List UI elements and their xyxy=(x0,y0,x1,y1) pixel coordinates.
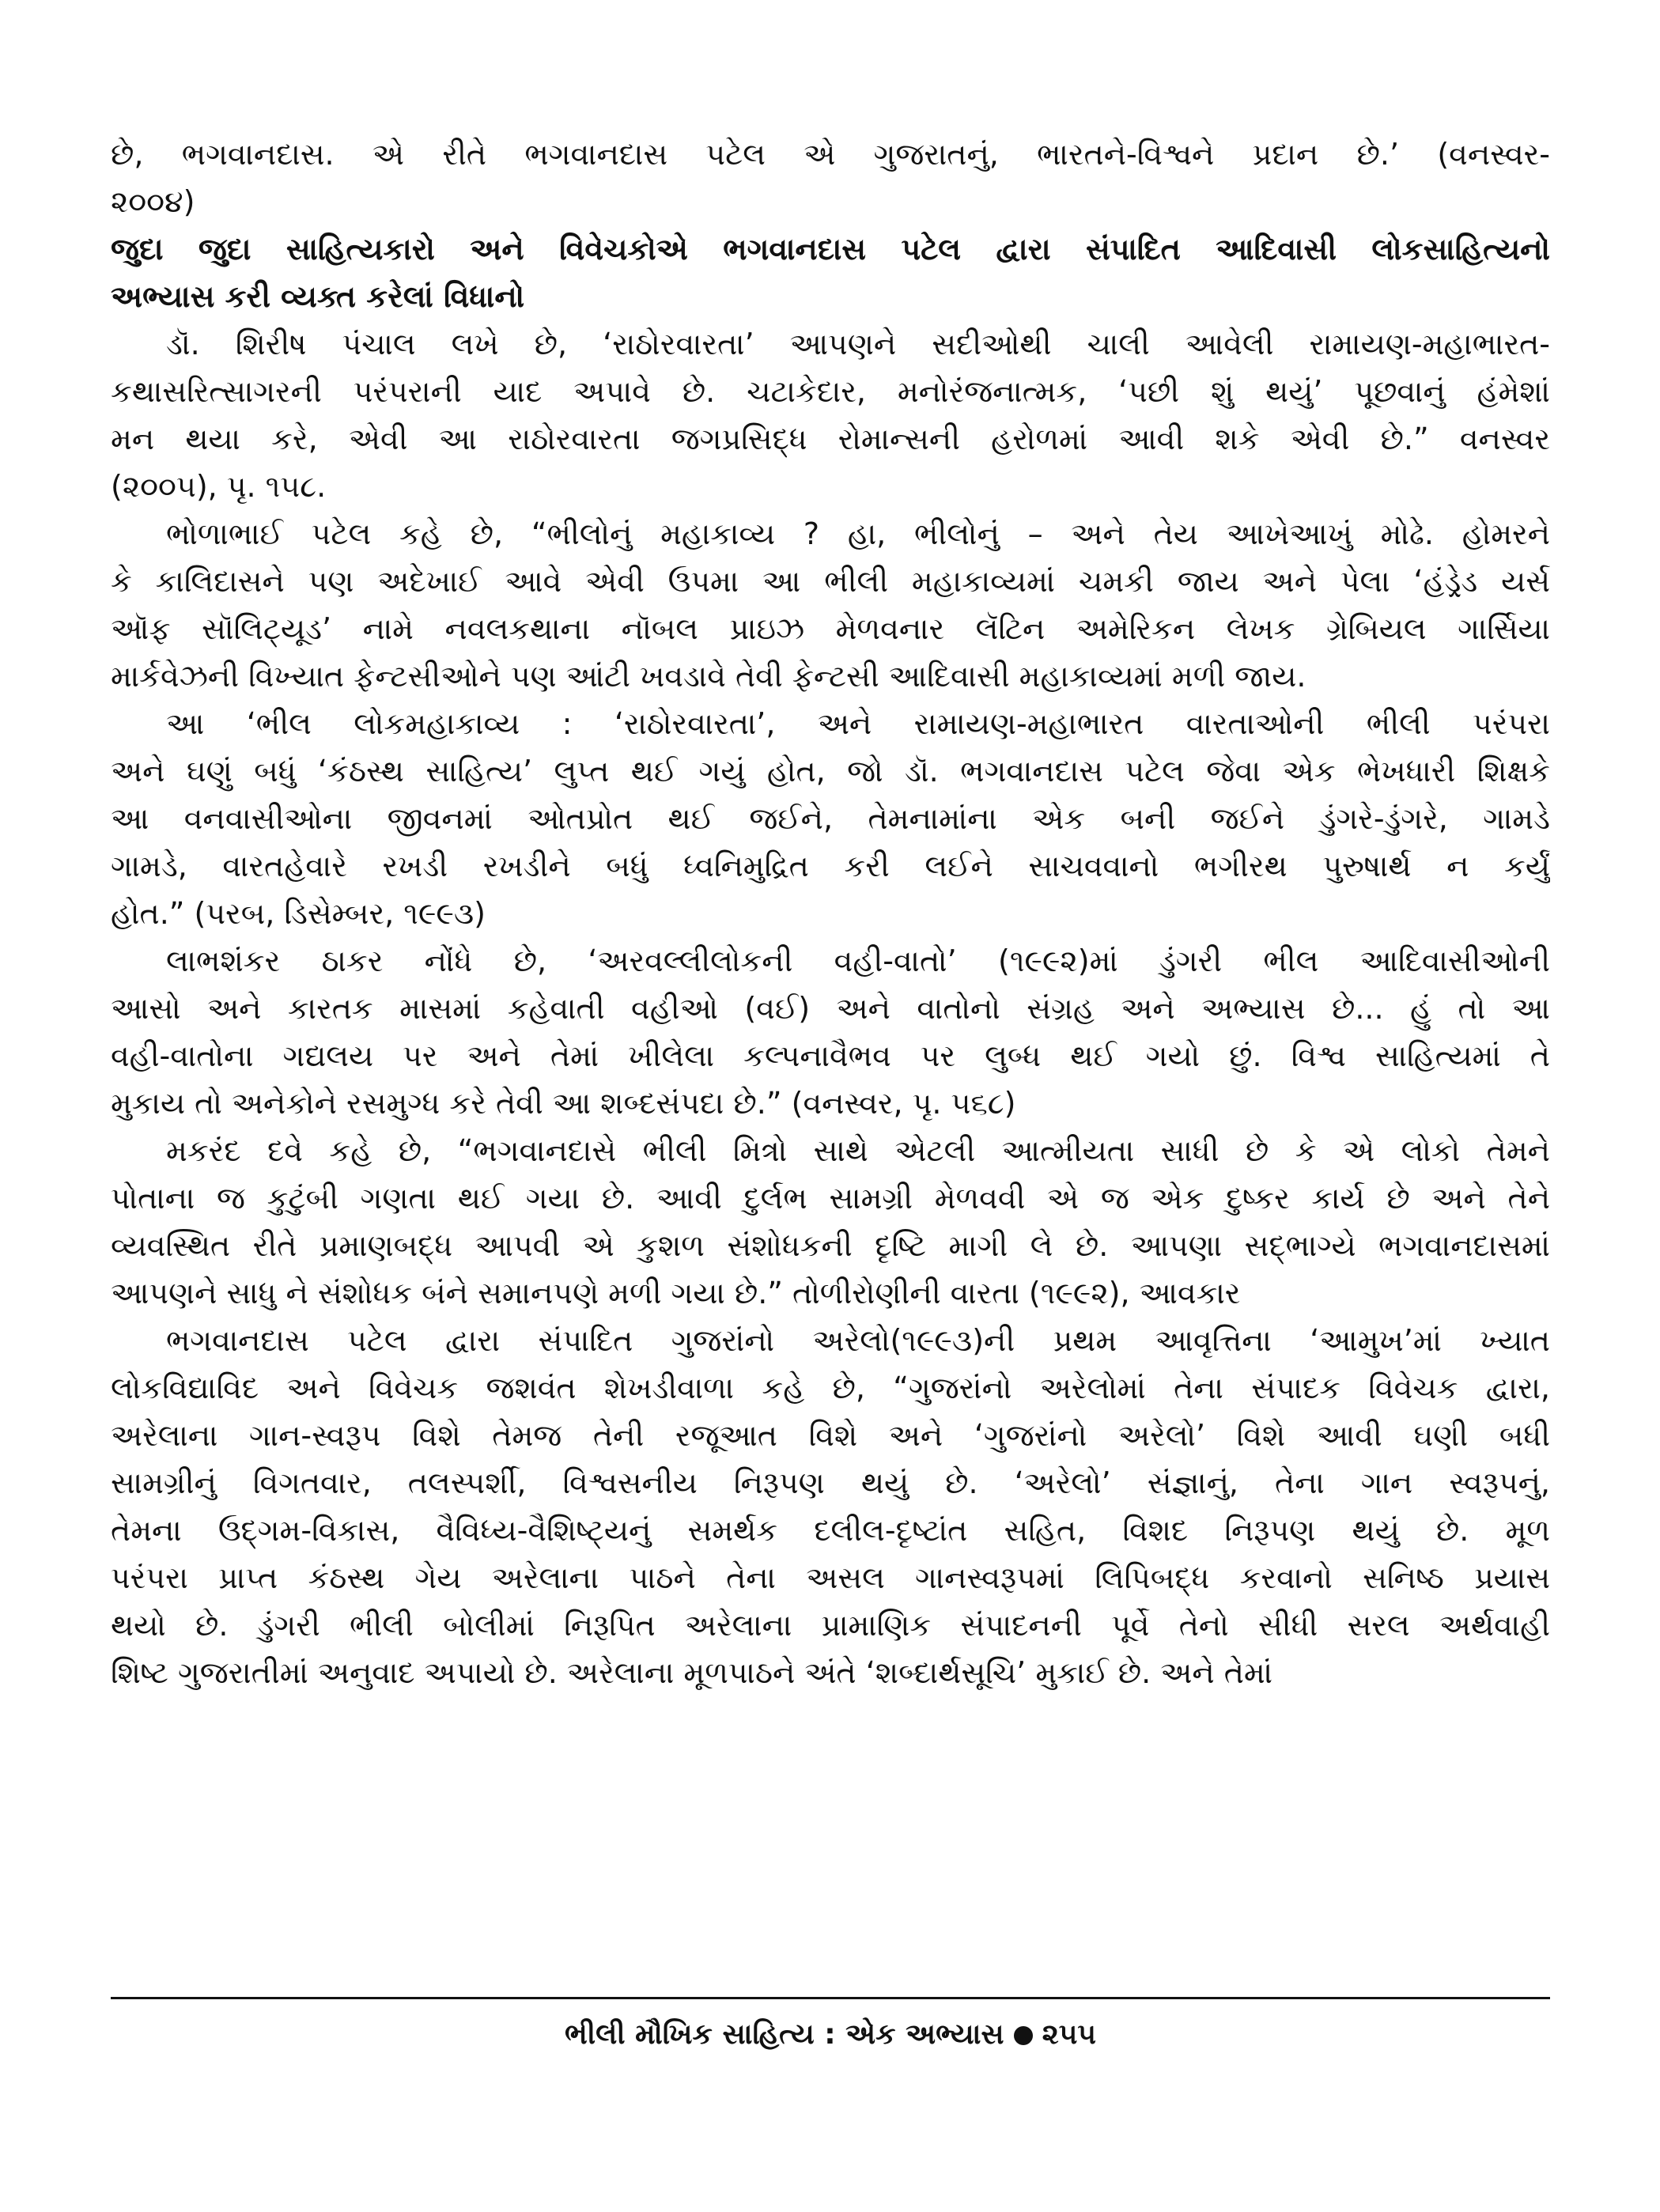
text-line: કે કાલિદાસને પણ અદેખાઈ આવે એવી ઉપમા આ ભીલી મહાકાવ્યમાં ચમકી જાય અને પેલા ‘હંડ્રેડ યર્સ xyxy=(111,564,1550,599)
footer-book-title: ભીલી મૌખિક સાહિત્ય : એક અભ્યાસ xyxy=(564,2018,1004,2051)
bullet-icon xyxy=(1014,2026,1033,2045)
paragraph xyxy=(111,510,1550,700)
text-line: મકરંદ દવે કહે છે, “ભગવાનદાસે ભીલી મિત્રો સાથે એટલી આત્મીયતા સાધી છે કે એ લોકો તેમને xyxy=(166,1133,1550,1168)
page-footer xyxy=(111,2015,1550,2055)
text-line: આ ‘ભીલ લોકમહાકાવ્ય : ‘રાઠોરવારતા’, અને રામાયણ-મહાભારત વારતાઓની ભીલી પરંપરા xyxy=(166,706,1550,741)
text-line: (૨૦૦૫), પૃ. ૧૫૮. xyxy=(111,469,327,504)
text-line: અભ્યાસ કરી વ્યક્ત કરેલાં વિધાનો xyxy=(111,279,525,314)
text-line: ભગવાનદાસ પટેલ દ્વારા સંપાદિત ગુજરાંનો અરેલો(૧૯૯૩)ની પ્રથમ આવૃત્તિના ‘આમુખ’માં ખ્યાત xyxy=(166,1323,1550,1358)
text-line: ડૉ. શિરીષ પંચાલ લખે છે, ‘રાઠોરવારતા’ આપણને સદીઓથી ચાલી આવેલી રામાયણ-મહાભારત- xyxy=(166,327,1550,361)
paragraph xyxy=(111,700,1550,937)
text-line: માર્કવેઝની વિખ્યાત ફેન્ટસીઓને પણ આંટી ખવડાવે તેવી ફેન્ટસી આદિવાસી મહાકાવ્યમાં મળી જાય. xyxy=(111,659,1306,694)
text-line: ૨૦૦૪) xyxy=(111,184,195,219)
text-line: ઑફ સૉલિટ્યૂડ’ નામે નવલકથાના નૉબલ પ્રાઇઝ મેળવનાર લૅટિન અમેરિકન લેખક ગ્રેબિયલ ગાર્સિયા xyxy=(111,611,1550,646)
text-line: ગામડે, વારતહેવારે રખડી રખડીને બધું ધ્વનિમુદ્રિત કરી લઈને સાચવવાનો ભગીરથ પુરુષાર્થ ન કર્યું xyxy=(111,849,1550,883)
text-line: કથાસરિત્સાગરની પરંપરાની યાદ અપાવે છે. ચટાકેદાર, મનોરંજનાત્મક, ‘પછી શું થયું’ પૂછવાનું હંમેશાં xyxy=(111,374,1550,409)
text-line: અને ઘણું બધું ‘કંઠસ્થ સાહિત્ય’ લુપ્ત થઈ ગયું હોત, જો ડૉ. ભગવાનદાસ પટેલ જેવા એક ભેખધારી શિક્ષકે xyxy=(111,754,1550,788)
text-line: વહી-વાતોના ગદ્યલય પર અને તેમાં ખીલેલા કલ્પનાવૈભવ પર લુબ્ધ થઈ ગયો છું. વિશ્વ સાહિત્યમાં તે xyxy=(111,1038,1550,1073)
text-line: તેમના ઉદ્ગમ-વિકાસ, વૈવિધ્ય-વૈશિષ્ટ્યનું સમર્થક દલીલ-દૃષ્ટાંત સહિત, વિશદ નિરૂપણ થયું છે. મૂળ xyxy=(111,1513,1550,1548)
paragraph xyxy=(111,937,1550,1127)
text-line: ભોળાભાઈ પટેલ કહે છે, “ભીલોનું મહાકાવ્ય ? હા, ભીલોનું – અને તેય આખેઆખું મોઢે. હોમરને xyxy=(166,516,1550,551)
footer-rule xyxy=(111,1997,1550,1999)
text-line: લોકવિદ્યાવિદ અને વિવેચક જશવંત શેખડીવાળા કહે છે, “ગુજરાંનો અરેલોમાં તેના સંપાદક વિવેચક દ્વારા, xyxy=(111,1371,1550,1405)
text-line: લાભશંકર ઠાકર નોંધે છે, ‘અરવલ્લીલોકની વહી-વાતો’ (૧૯૯૨)માં ડુંગરી ભીલ આદિવાસીઓની xyxy=(166,943,1550,978)
text-line: થયો છે. ડુંગરી ભીલી બોલીમાં નિરૂપિત અરેલાના પ્રામાણિક સંપાદનની પૂર્વે તેનો સીધી સરલ અર્થવાહી xyxy=(111,1608,1550,1643)
text-line: જુદા જુદા સાહિત્યકારો અને વિવેચકોએ ભગવાનદાસ પટેલ દ્વારા સંપાદિત આદિવાસી લોકસાહિત્યનો xyxy=(111,232,1550,267)
page-number: ૨૫૫ xyxy=(1042,2018,1096,2051)
text-line: વ્યવસ્થિત રીતે પ્રમાણબદ્ધ આપવી એ કુશળ સંશોધકની દૃષ્ટિ માગી લે છે. આપણા સદ્ભાગ્યે ભગવાનદાસમાં xyxy=(111,1228,1550,1263)
text-line: આસો અને કારતક માસમાં કહેવાતી વહીઓ (વઈ) અને વાતોનો સંગ્રહ અને અભ્યાસ છે... હું તો આ xyxy=(111,991,1550,1026)
text-line: પોતાના જ કુટુંબી ગણતા થઈ ગયા છે. આવી દુર્લભ સામગ્રી મેળવવી એ જ એક દુષ્કર કાર્ય છે અને તેને xyxy=(111,1181,1550,1216)
text-line: સામગ્રીનું વિગતવાર, તલસ્પર્શી, વિશ્વસનીય નિરૂપણ થયું છે. ‘અરેલો’ સંજ્ઞાનું, તેના ગાન સ્વરૂપનું, xyxy=(111,1465,1550,1500)
paragraph xyxy=(111,1127,1550,1317)
text-line: હોત.” (પરબ, ડિસેમ્બર, ૧૯૯૩) xyxy=(111,896,486,931)
paragraph xyxy=(111,320,1550,510)
text-line: છે, ભગવાનદાસ. એ રીતે ભગવાનદાસ પટેલ એ ગુજરાતનું, ભારતને-વિશ્વને પ્રદાન છે.’ (વનસ્વર- xyxy=(111,137,1550,172)
text-line: મન થયા કરે, એવી આ રાઠોરવારતા જગપ્રસિદ્ધ રોમાન્સની હરોળમાં આવી શકે એવી છે.” વનસ્વર xyxy=(111,422,1550,456)
paragraph xyxy=(111,1317,1550,1696)
body-text xyxy=(111,130,1550,1696)
text-line: મુકાય તો અનેકોને રસમુગ્ધ કરે તેવી આ શબ્દસંપદા છે.” (વનસ્વર, પૃ. ૫૬૮) xyxy=(111,1086,1016,1121)
text-line: આ વનવાસીઓના જીવનમાં ઓતપ્રોત થઈ જઈને, તેમનામાંના એક બની જઈને ડુંગરે-ડુંગરે, ગામડે xyxy=(111,801,1550,836)
text-line: અરેલાના ગાન-સ્વરૂપ વિશે તેમજ તેની રજૂઆત વિશે અને ‘ગુજરાંનો અરેલો’ વિશે આવી ઘણી બધી xyxy=(111,1418,1550,1453)
text-line: પરંપરા પ્રાપ્ત કંઠસ્થ ગેય અરેલાના પાઠને તેના અસલ ગાનસ્વરૂપમાં લિપિબદ્ધ કરવાનો સનિષ્ઠ પ્રયાસ xyxy=(111,1560,1550,1595)
paragraph xyxy=(111,130,1550,225)
section-heading xyxy=(111,225,1550,320)
text-line: આપણને સાધુ ને સંશોધક બંને સમાનપણે મળી ગયા છે.” તોળીરોણીની વારતા (૧૯૯૨), આવકાર xyxy=(111,1276,1241,1310)
text-line: શિષ્ટ ગુજરાતીમાં અનુવાદ અપાયો છે. અરેલાના મૂળપાઠને અંતે ‘શબ્દાર્થસૂચિ’ મુકાઈ છે. અને તેમાં xyxy=(111,1655,1273,1690)
